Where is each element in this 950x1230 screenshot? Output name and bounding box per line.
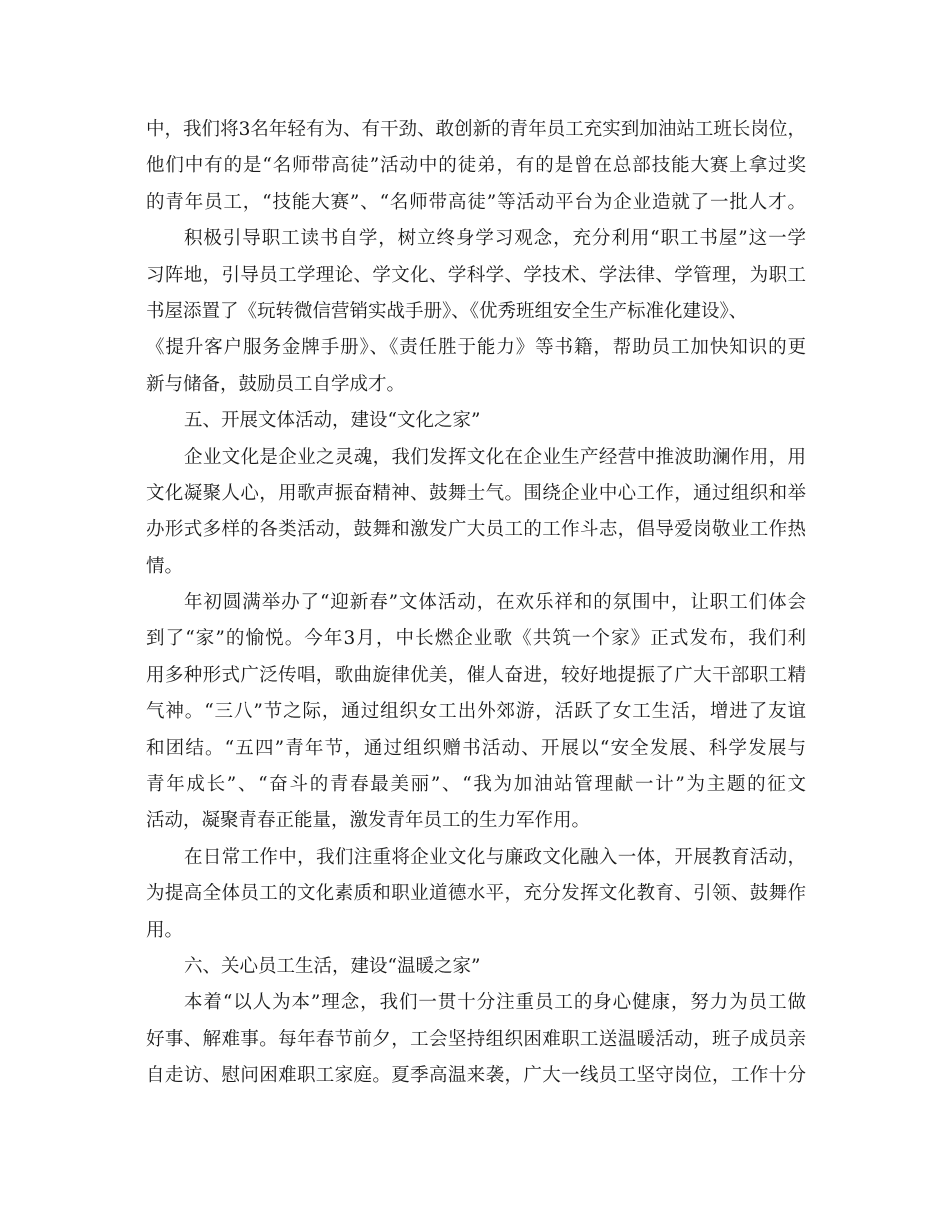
text-line: 自走访、慰问困难职工家庭。夏季高温来袭，广大一线员工坚守岗位，工作十分 bbox=[146, 1065, 806, 1087]
text-line: 的青年员工，“技能大赛”、“名师带高徒”等活动平台为企业造就了一批人才。 bbox=[146, 191, 806, 213]
text-line: 习阵地，引导员工学理论、学文化、学科学、学技术、学法律、学管理，为职工 bbox=[146, 264, 806, 286]
text-line: 《提升客户服务金牌手册》、《责任胜于能力》等书籍，帮助员工加快知识的更 bbox=[146, 337, 806, 359]
text-line: 活动，凝聚青春正能量，激发青年员工的生力军作用。 bbox=[146, 810, 591, 832]
text-line: 本着“以人为本”理念，我们一贯十分注重员工的身心健康，努力为员工做 bbox=[184, 992, 806, 1014]
text-line: 书屋添置了《玩转微信营销实战手册》、《优秀班组安全生产标准化建设》、 bbox=[146, 300, 748, 322]
text-line: 积极引导职工读书自学，树立终身学习观念，充分利用“职工书屋”这一学 bbox=[184, 228, 806, 250]
text-line: 青年成长”、“奋斗的青春最美丽”、“我为加油站管理献一计”为主题的征文 bbox=[146, 774, 806, 796]
text-line: 办形式多样的各类活动，鼓舞和激发广大员工的工作斗志，倡导爱岗敬业工作热 bbox=[146, 519, 806, 541]
text-line: 和团结。“五四”青年节，通过组织赠书活动、开展以“安全发展、科学发展与 bbox=[146, 737, 806, 759]
text-line: 在日常工作中，我们注重将企业文化与廉政文化融入一体，开展教育活动， bbox=[184, 846, 806, 868]
text-line: 好事、解难事。每年春节前夕，工会坚持组织困难职工送温暖活动，班子成员亲 bbox=[146, 1028, 806, 1050]
text-line: 企业文化是企业之灵魂，我们发挥文化在企业生产经营中推波助澜作用，用 bbox=[184, 446, 806, 468]
text-line: 年初圆满举办了“迎新春”文体活动，在欢乐祥和的氛围中，让职工们体会 bbox=[184, 592, 806, 614]
text-line: 中，我们将3名年轻有为、有干劲、敢创新的青年员工充实到加油站工班长岗位， bbox=[146, 119, 806, 140]
text-line: 新与储备，鼓励员工自学成才。 bbox=[146, 373, 406, 395]
text-line: 文化凝聚人心，用歌声振奋精神、鼓舞士气。围绕企业中心工作，通过组织和举 bbox=[146, 482, 806, 504]
text-line: 用多种形式广泛传唱，歌曲旋律优美，催人奋进，较好地提振了广大干部职工精 bbox=[146, 664, 806, 686]
section-heading: 六、关心员工生活，建设“温暖之家” bbox=[184, 955, 481, 977]
text-line: 为提高全体员工的文化素质和职业道德水平，充分发挥文化教育、引领、鼓舞作 bbox=[146, 883, 806, 905]
text-line: 用。 bbox=[146, 919, 184, 941]
text-line: 他们中有的是“名师带高徒”活动中的徒弟，有的是曾在总部技能大赛上拿过奖 bbox=[146, 155, 806, 177]
section-heading: 五、开展文体活动，建设“文化之家” bbox=[184, 410, 481, 432]
body-text bbox=[146, 112, 806, 1095]
text-line: 情。 bbox=[146, 555, 184, 577]
text-line: 气神。“三八”节之际，通过组织女工出外郊游，活跃了女工生活，增进了友谊 bbox=[146, 701, 806, 723]
text-line: 到了“家”的愉悦。今年3月，中长燃企业歌《共筑一个家》正式发布，我们利 bbox=[146, 628, 806, 650]
